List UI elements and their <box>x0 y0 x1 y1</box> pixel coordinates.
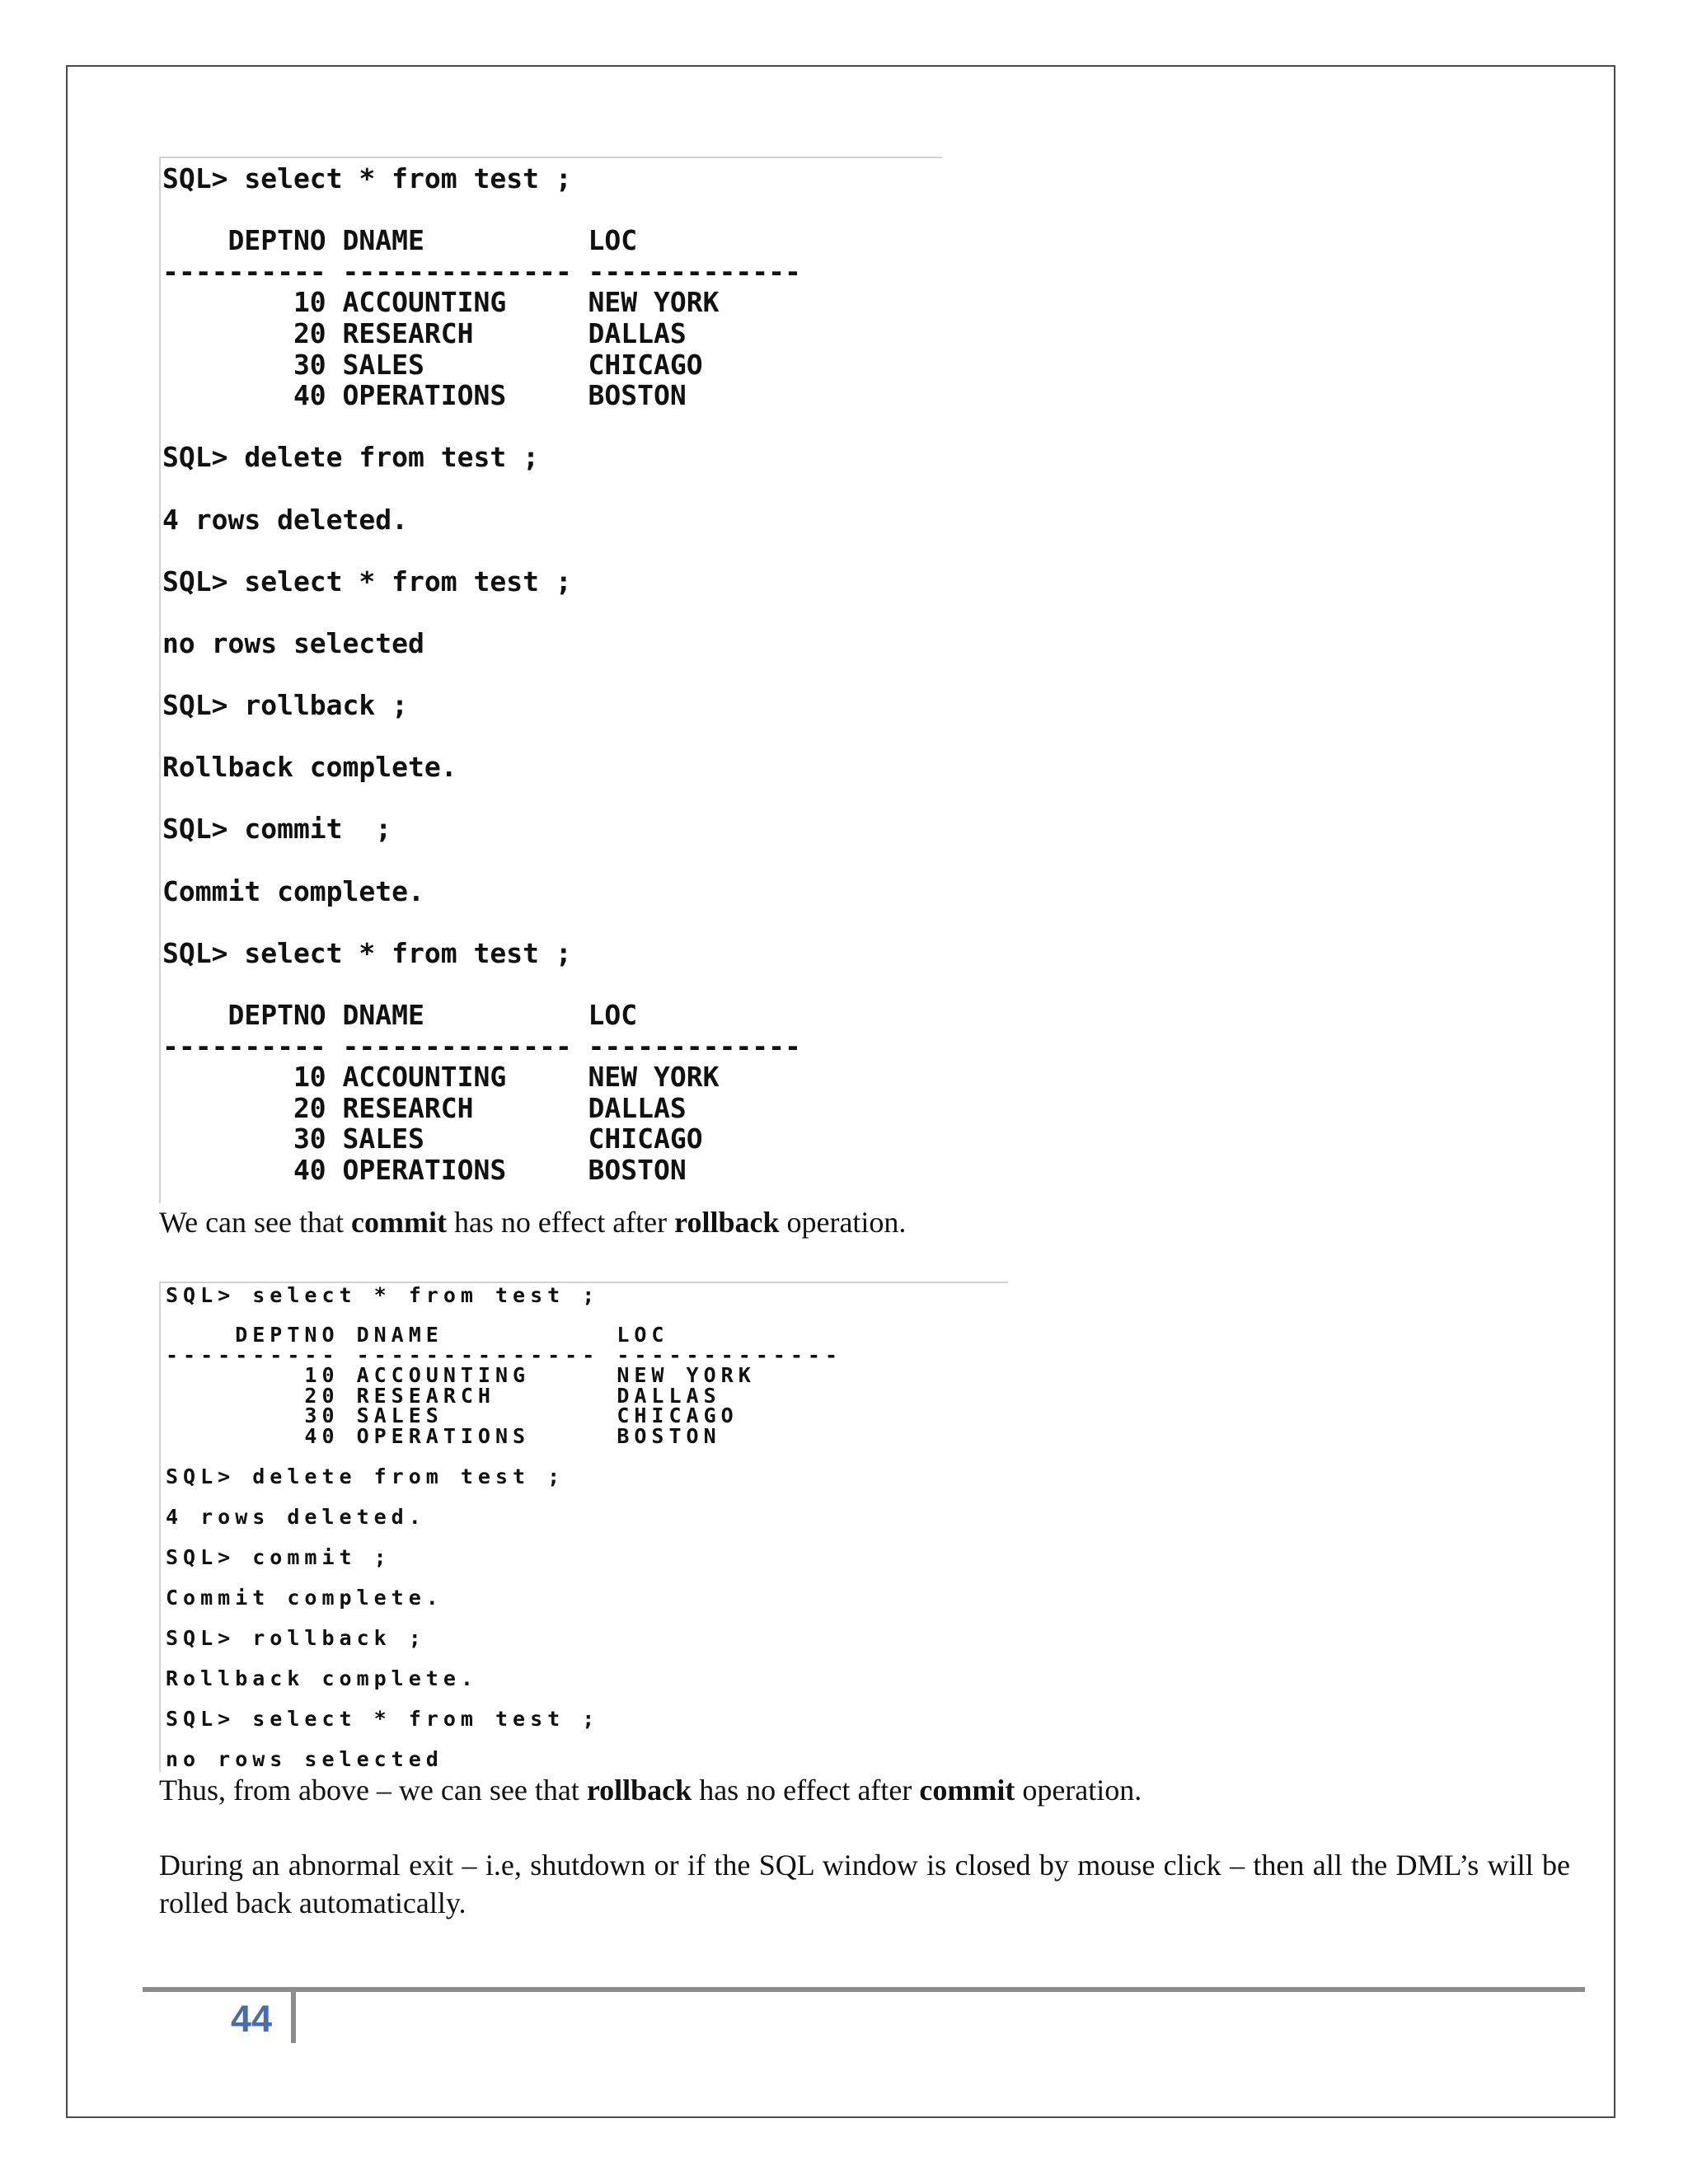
keyword-commit: commit <box>919 1774 1015 1807</box>
sql-query-select-2: SQL> select * from test ; <box>166 1707 600 1731</box>
sql-result-table: DEPTNO DNAME LOC ---------- -------------- ------------- 10 ACCOUNTING NEW YORK 20 RESEARCH DALLAS 30 SALES CHICAGO 40 OPERATIONS BOSTON <box>166 1323 842 1448</box>
sql-no-rows-result: no rows selected <box>166 1747 443 1771</box>
sql-delete-result: 4 rows deleted. <box>166 1505 426 1529</box>
sql-screenshot-commit-then-rollback <box>159 1282 1008 1772</box>
sql-screenshot-rollback-then-commit <box>159 157 942 1203</box>
sql-rollback-command: SQL> rollback ; <box>166 1626 426 1650</box>
keyword-rollback: rollback <box>586 1774 692 1807</box>
keyword-rollback: rollback <box>674 1206 780 1239</box>
paragraph-rollback-after-commit: Thus, from above – we can see that rollback has no effect after commit operation. <box>159 1774 1142 1807</box>
sql-console-output: SQL> select * from test ; DEPTNO DNAME LOC ---------- -------------- ------------- 10 ACCOUNTING NEW YORK 20 RESEARCH DALLAS 30 SALES CHICAGO 40 OPERATIONS BOSTON SQL> delete from test ; 4 rows deleted. SQL> select * from test ; no rows selected SQL> rollback ; Rollback complete. SQL> commit ; Commit complete. SQL> select * from test ; DEPTNO DNAME LOC ---------- -------------- ------------- 10 ACCOUNTING NEW YORK 20 RESEARCH DALLAS 30 SALES CHICAGO 40 OPERATIONS BOSTON <box>162 162 801 1186</box>
footer-rule <box>143 1987 1585 1992</box>
sql-rollback-result: Rollback complete. <box>166 1666 478 1690</box>
keyword-commit: commit <box>350 1206 447 1239</box>
sql-query-select: SQL> select * from test ; <box>166 1283 600 1307</box>
paragraph-abnormal-exit: During an abnormal exit – i.e, shutdown or if the SQL window is closed by mouse click – then all the DML’s will be rolled back automatically. <box>159 1849 1570 1919</box>
footer-divider <box>291 1992 296 2043</box>
sql-commit-command: SQL> commit ; <box>166 1545 392 1569</box>
sql-delete-command: SQL> delete from test ; <box>166 1465 565 1488</box>
sql-commit-result: Commit complete. <box>166 1586 443 1610</box>
paragraph-commit-after-rollback: We can see that commit has no effect after rollback operation. <box>159 1206 907 1239</box>
page-number: 44 <box>231 1998 273 2040</box>
